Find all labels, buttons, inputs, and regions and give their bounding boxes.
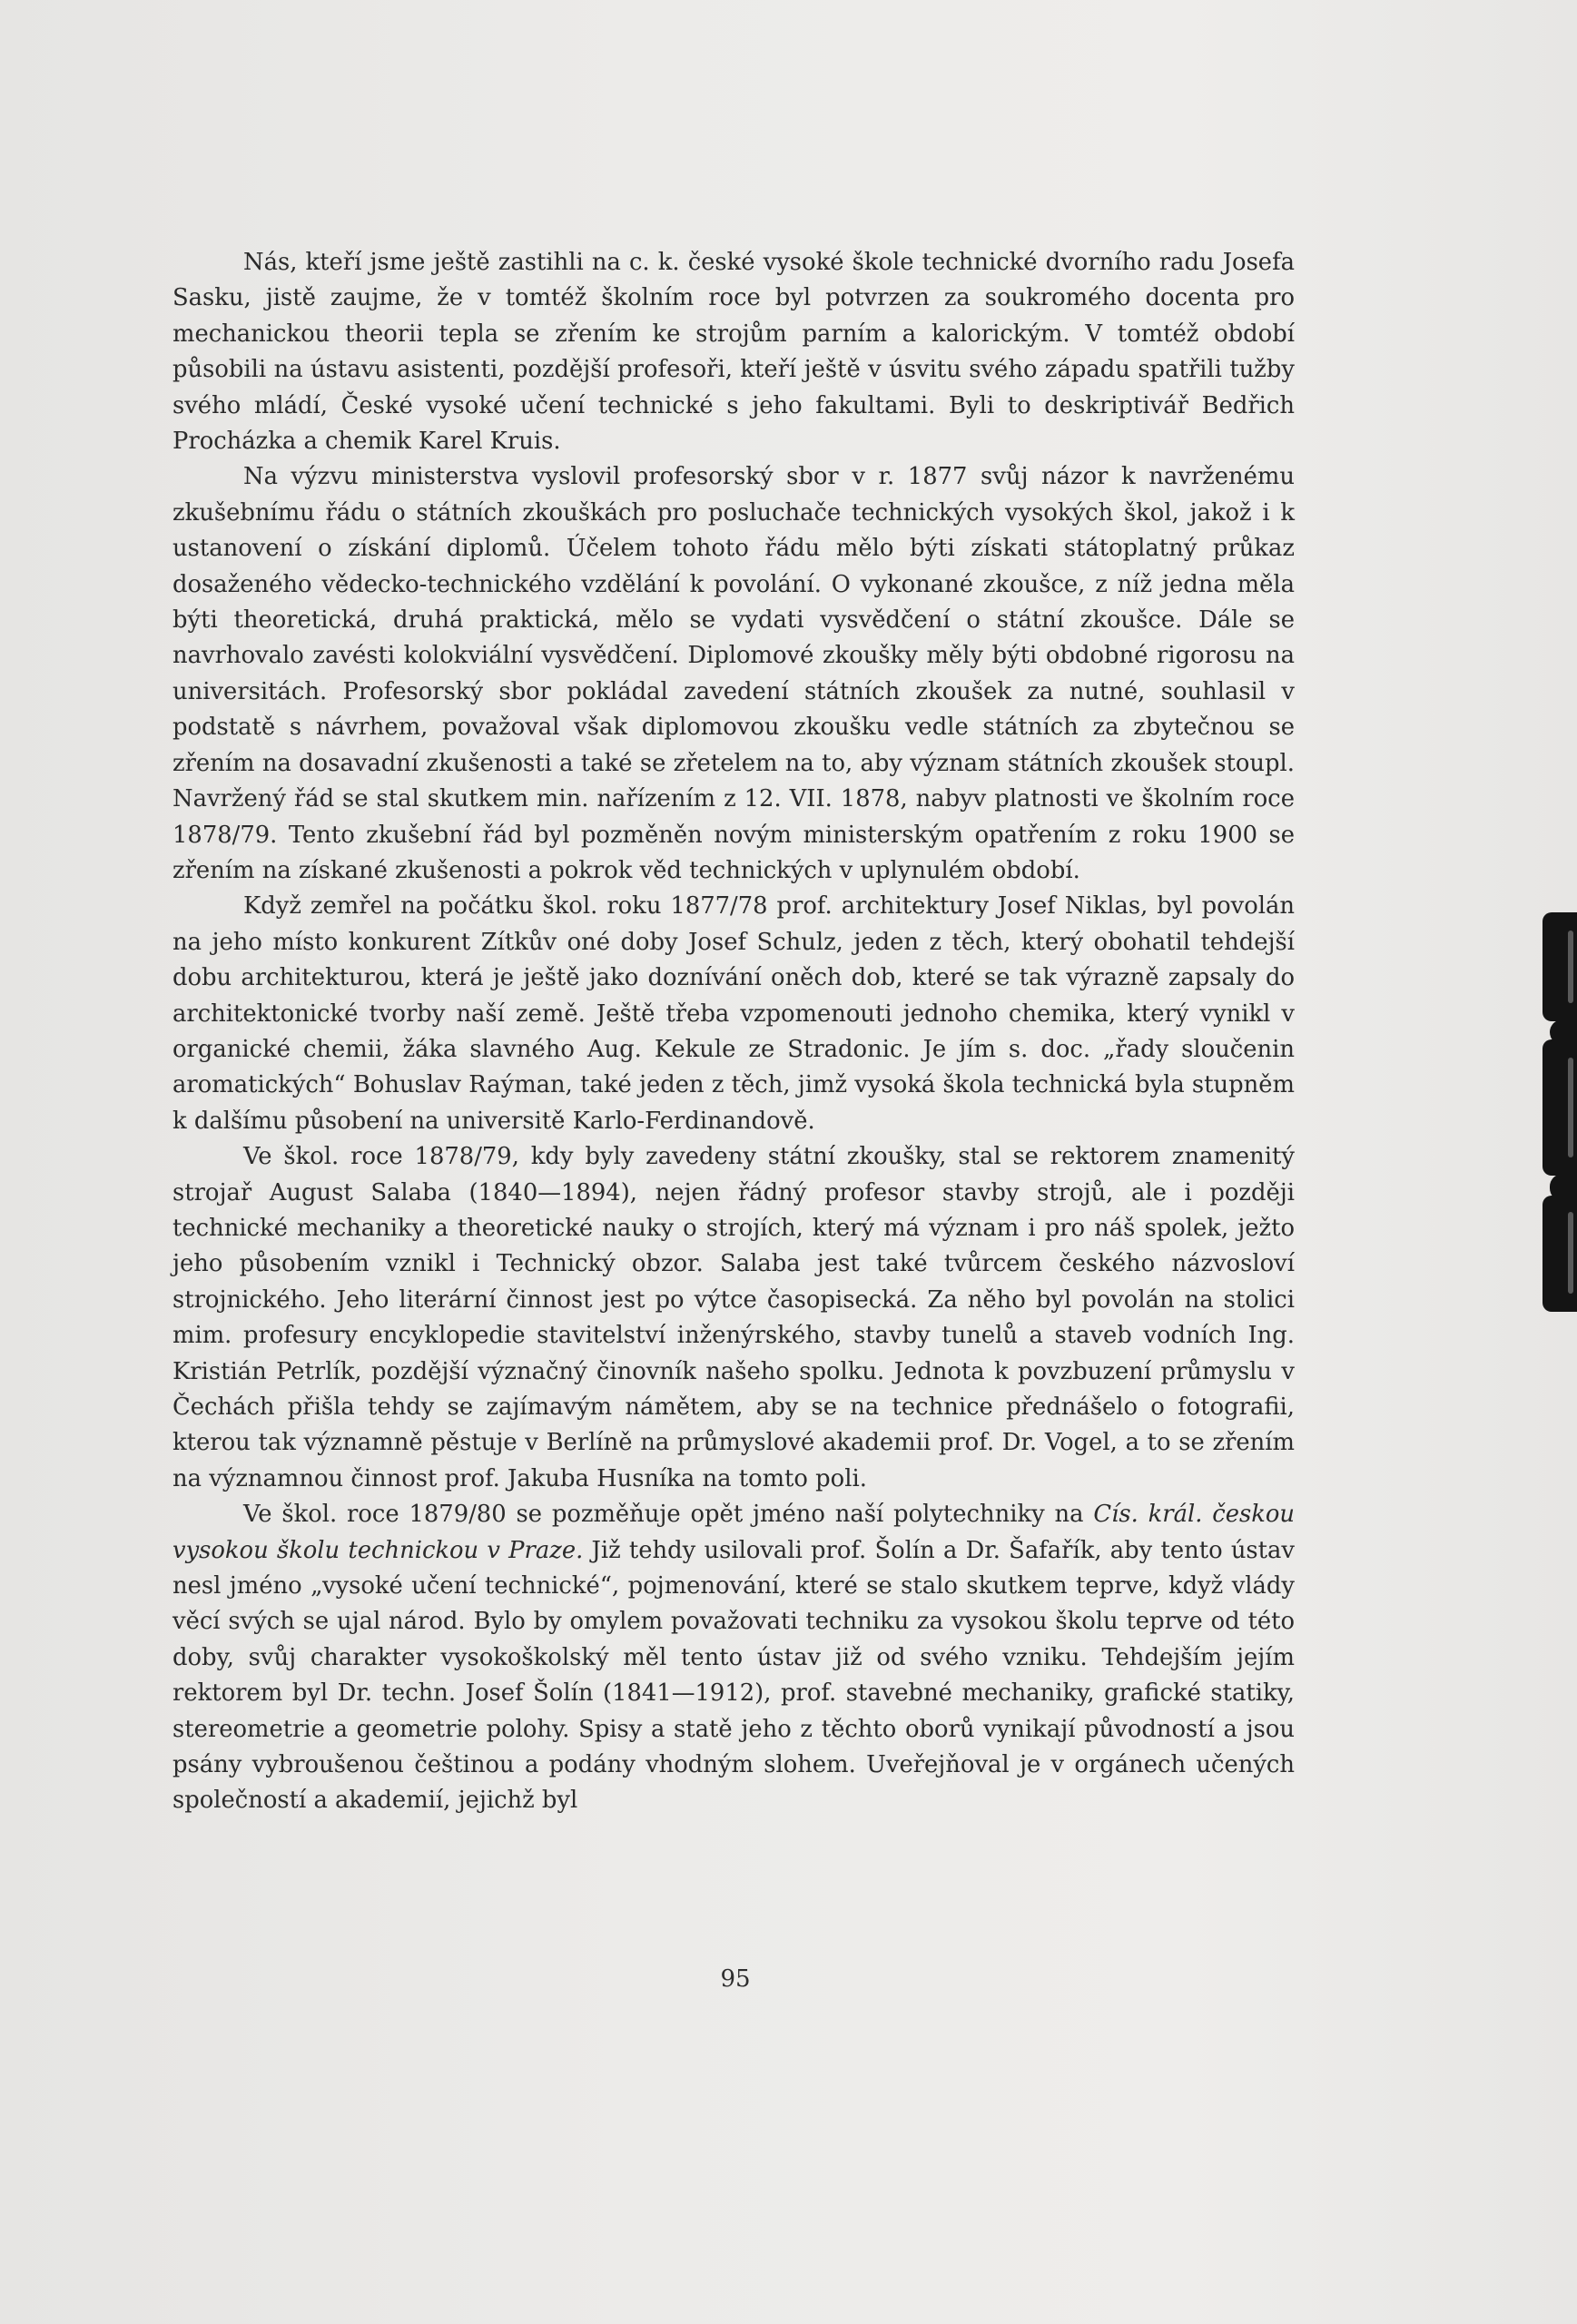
paragraph-2: Na výzvu ministerstva vyslovil profesorský sbor v r. 1877 svůj názor k navrženému zkušebnímu řádu o státních zkouškách pro posluchače technických vysokých škol, jakož i k ustanovení o získání diplomů. Účelem tohoto řádu mělo býti získati státoplatný průkaz dosaženého vědecko-technického vzdělání k povolání. O vykonané zkoušce, z níž jedna měla býti theoretická, druhá praktická, mělo se vydati vysvědčení o státní zkoušce. Dále se navrhovalo zavésti kolokviální vysvědčení. Diplomové zkoušky měly býti obdobné rigorosu na universitách. Profesorský sbor pokládal zavedení státních zkoušek za nutné, souhlasil v podstatě s návrhem, považoval však diplomovou zkoušku vedle státních za zbytečnou se zřením na dosavadní zkušenosti a také se zřetelem na to, aby význam státních zkoušek stoupl. Navržený řád se stal skutkem min. nařízením z 12. VII. 1878, nabyv platnosti ve školním roce 1878/79. Tento zkušební řád byl pozměněn novým ministerským opatřením z roku 1900 se zřením na získané zkušenosti a pokrok věd technických v uplynulém období. [172, 463, 1295, 884]
paragraph-5-text-before: Ve škol. roce 1879/80 se pozměňuje opět jméno naší polytechniky na [243, 1501, 1094, 1529]
paragraph-5-italic-name: Cís. král. českou vysokou školu technickou v Praze. [172, 1501, 1295, 1564]
paragraph-3: Když zemřel na počátku škol. roku 1877/78 prof. architektury Josef Niklas, byl povolán na jeho místo konkurent Zítkův oné doby Josef Schulz, jeden z těch, který obohatil tehdejší dobu architekturou, která je ještě jako doznívání oněch dob, které se tak výrazně zapsaly do architektonické tvorby naší země. Ještě třeba vzpomenouti jednoho chemika, který vynikl v organické chemii, žáka slavného Aug. Kekule ze Stradonic. Je jím s. doc. „řady sloučenin aromatických“ Bohuslav Raýman, také jeden z těch, jimž vysoká škola technická byla stupněm k dalšímu působení na universitě Karlo-Ferdinandově. [172, 892, 1295, 1135]
binder-clip [1533, 912, 1577, 1312]
page-number: 95 [720, 1965, 751, 1993]
body-text [172, 245, 1295, 1819]
paragraph-5 [172, 1497, 1295, 1819]
paragraph-1: Nás, kteří jsme ještě zastihli na c. k. české vysoké škole technické dvorního radu Josefa Sasku, jistě zaujme, že v tomtéž školním roce byl potvrzen za soukromého docenta pro mechanickou theorii tepla se zřením ke strojům parním a kalorickým. V tomtéž období působili na ústavu asistenti, pozdější profesoři, kteří ještě v úsvitu svého západu spatřili tužby svého mládí, České vysoké učení technické s jeho fakultami. Byli to deskriptivář Bedřich Procházka a chemik Karel Kruis. [172, 249, 1295, 456]
paragraph-5-text-after: Již tehdy usilovali prof. Šolín a Dr. Šafařík, aby tento ústav nesl jméno „vysoké učení technické“, pojmenování, které se stalo skutkem teprve, když vlády věcí svých se ujal národ. Bylo by omylem považovati techniku za vysokou školu teprve od této doby, svůj charakter vysokoškolský měl tento ústav již od svého vzniku. Tehdejším jejím rektorem byl Dr. techn. Josef Šolín (1841—1912), prof. stavebné mechaniky, grafické statiky, stereometrie a geometrie polohy. Spisy a statě jeho z těchto oborů vynikají původností a jsou psány vybroušenou češtinou a podány vhodným slohem. Uveřejňoval je v orgánech učených společností a akademií, jejichž byl [172, 1536, 1295, 1815]
paragraph-4: Ve škol. roce 1878/79, kdy byly zavedeny státní zkoušky, stal se rektorem znamenitý strojař August Salaba (1840—1894), nejen řádný profesor stavby strojů, ale i později technické mechaniky a theoretické nauky o strojích, který má význam i pro náš spolek, ježto jeho působením vznikl i Technický obzor. Salaba jest také tvůrcem českého názvosloví strojnického. Jeho literární činnost jest po výtce časopisecká. Za něho byl povolán na stolici mim. profesury encyklopedie stavitelství inženýrského, stavby tunelů a staveb vodních Ing. Kristián Petrlík, pozdější význačný činovník našeho spolku. Jednota k povzbuzení průmyslu v Čechách přišla tehdy se zajímavým námětem, aby se na technice přednášelo o fotografii, kterou tak významně pěstuje v Berlíně na průmyslové akademii prof. Dr. Vogel, a to se zřením na významnou činnost prof. Jakuba Husníka na tomto poli. [172, 1143, 1295, 1492]
